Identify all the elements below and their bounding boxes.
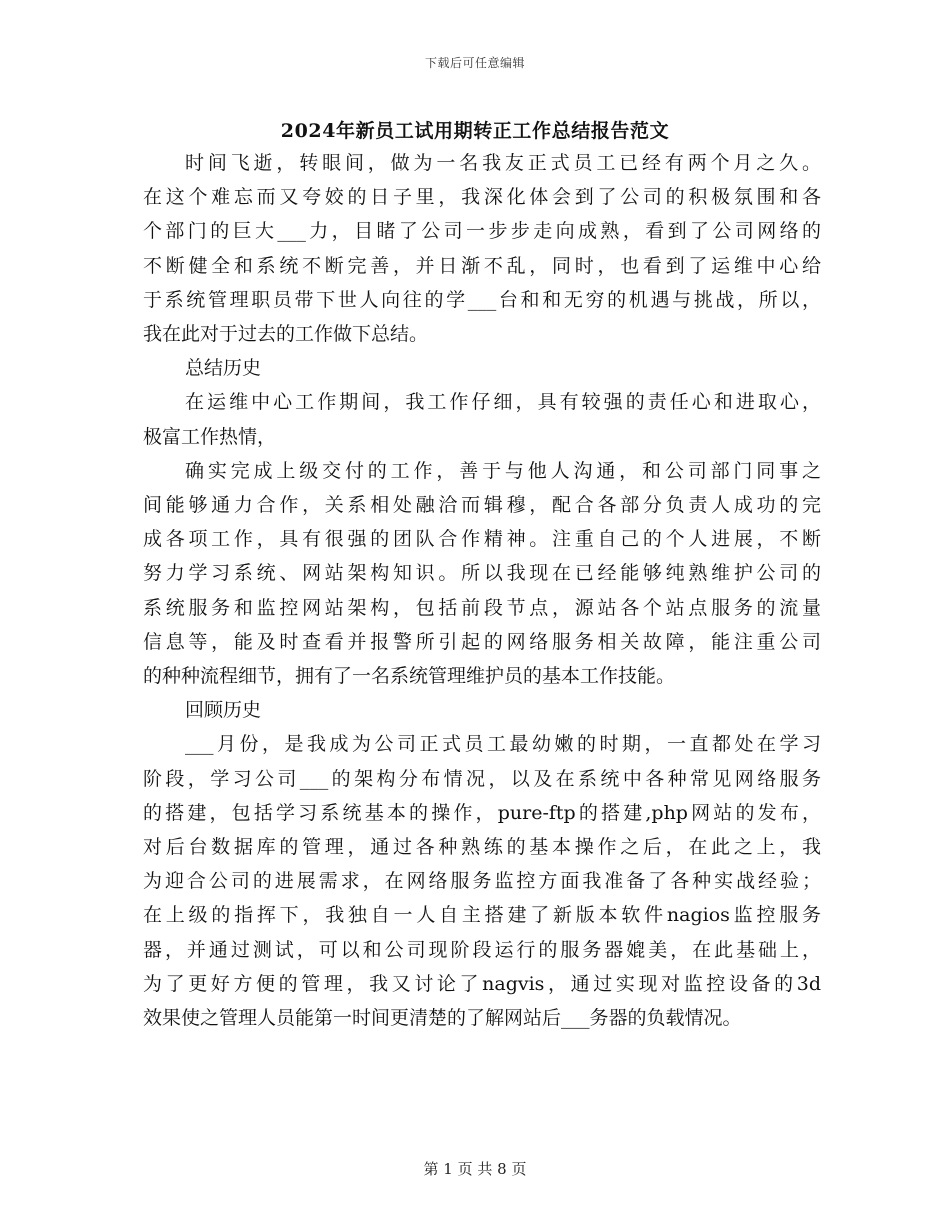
text-line: 在运维中心工作期间，我工作仔细，具有较强的责任心和进取心， [185,391,821,414]
paragraph-teamwork [143,454,821,693]
paragraph-intro [143,146,821,351]
page-number: 第 1 页 共 8 页 [423,1160,527,1178]
text-line: 系统服务和监控网站架构，包括前段节点，源站各个站点服务的流量 [143,596,821,619]
text-line: 回顾历史 [185,699,262,722]
text-line: 确实完成上级交付的工作，善于与他人沟通，和公司部门同事之 [185,459,821,482]
text-line: 间能够通力合作，关系相处融洽而辑穆，配合各部分负责人成功的完 [143,494,821,517]
text-line: 成各项工作，具有很强的团队合作精神。注重自己的个人进展，不断 [143,528,821,551]
text-line: 的种种流程细节，拥有了一名系统管理维护员的基本工作技能。 [143,665,676,688]
text-line: 在这个难忘而又夸姣的日子里，我深化体会到了公司的积极氛围和各 [143,186,821,209]
document-body [143,146,821,1035]
text-line: 为了更好方便的管理，我又讨论了nagvis，通过实现对监控设备的3d [143,972,821,995]
section-heading-summary [143,351,821,385]
text-line: 我在此对于过去的工作做下总结。 [143,323,429,346]
text-line: 不断健全和系统不断完善，并日渐不乱，同时，也看到了运维中心给 [143,254,821,277]
text-line: 极富工作热情， [143,425,277,448]
paragraph-review-details [143,727,821,1035]
text-line: 在上级的指挥下，我独自一人自主搭建了新版本软件nagios监控服务 [143,904,821,927]
text-line: 总结历史 [185,357,262,380]
paragraph-attitude [143,385,821,453]
text-line: 时间飞逝，转眼间，做为一名我友正式员工已经有两个月之久。 [185,152,821,174]
document-title: 2024年新员工试用期转正工作总结报告范文 [280,120,670,142]
text-line: 器，并通过测试，可以和公司现阶段运行的服务器媲美，在此基础上， [143,938,821,961]
text-line: 的搭建，包括学习系统基本的操作，pure-ftp的搭建,php网站的发布， [143,801,821,824]
text-line: 个部门的巨大___力，目睹了公司一步步走向成熟，看到了公司网络的 [143,220,821,243]
text-line: 努力学习系统、网站架构知识。所以我现在已经能够纯熟维护公司的 [143,562,821,585]
text-line: 对后台数据库的管理，通过各种熟练的基本操作之后，在此之上，我 [143,836,821,859]
section-heading-review [143,693,821,727]
text-line: 效果使之管理人员能第一时间更清楚的了解网站后___务器的负载情况。 [143,1007,742,1030]
text-line: 信息等，能及时查看并报警所引起的网络服务相关故障，能注重公司 [143,630,821,653]
text-line: 为迎合公司的进展需求，在网络服务监控方面我准备了各种实战经验； [143,870,821,893]
header-note: 下载后可任意编辑 [424,56,525,70]
text-line: ___月份，是我成为公司正式员工最幼嫩的时期，一直都处在学习 [185,733,821,756]
text-line: 于系统管理职员带下世人向往的学___台和和无穷的机遇与挑战，所以， [143,288,821,311]
text-line: 阶段，学习公司___的架构分布情况，以及在系统中各种常见网络服务 [143,767,821,790]
